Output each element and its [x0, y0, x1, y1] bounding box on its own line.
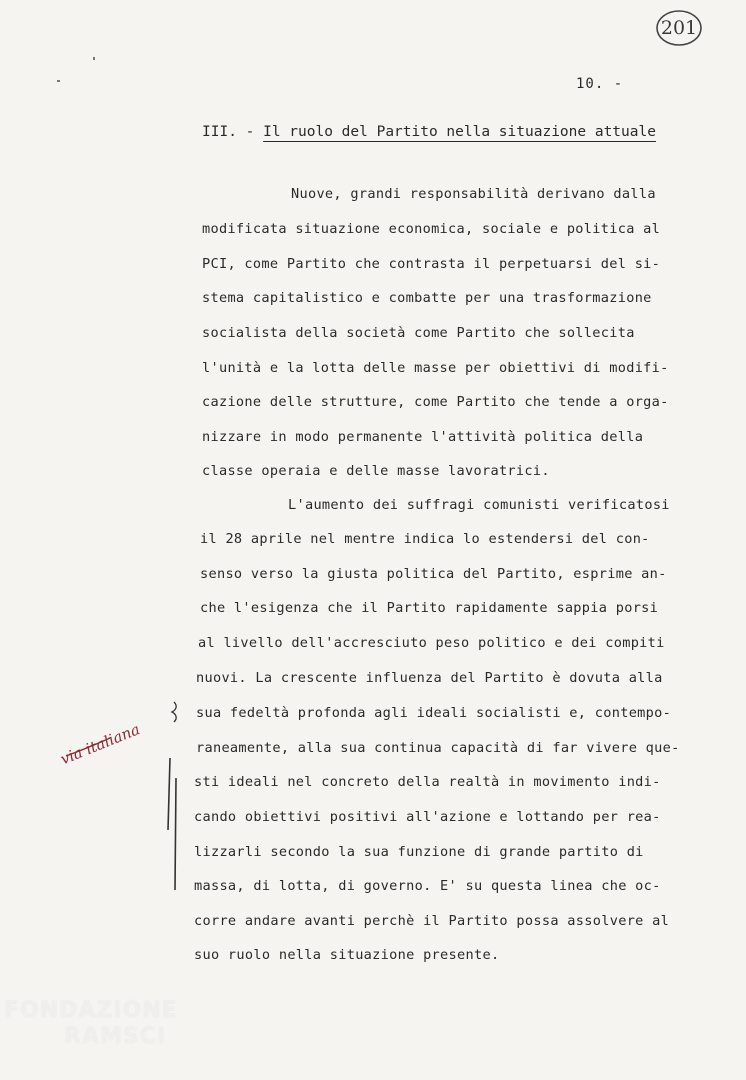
handwritten-margin-note	[52, 710, 152, 770]
body-line: lizzarli secondo la sua funzione di grande partito di	[194, 844, 644, 860]
body-line: corre andare avanti perchè il Partito possa assolvere al	[194, 913, 670, 929]
body-line: nizzare in modo permanente l'attività politica della	[202, 429, 644, 445]
body-line: raneamente, alla sua continua capacità di far vivere que-	[196, 740, 680, 756]
body-line: al livello dell'accresciuto peso politico e dei compiti	[198, 635, 665, 651]
body-line: stema capitalistico e combatte per una trasformazione	[202, 290, 652, 306]
watermark-line1: FONDAZIONE	[4, 998, 178, 1023]
watermark-line2: RAMSCI	[64, 1024, 167, 1049]
page-number: 10. -	[576, 76, 624, 92]
archive-number-text: 201	[660, 17, 698, 39]
body-line: suo ruolo nella situazione presente.	[194, 947, 500, 963]
section-heading	[202, 124, 656, 140]
body-line: modificata situazione economica, sociale e politica al	[202, 221, 661, 237]
margin-note-text: via italiana	[57, 720, 143, 769]
foundation-watermark	[4, 998, 178, 1050]
body-line: senso verso la giusta politica del Partito, esprime an-	[200, 566, 667, 582]
speck	[57, 80, 60, 82]
margin-bracket-mark	[158, 700, 182, 892]
circle-stamp-icon	[655, 8, 703, 48]
body-line: classe operaia e delle masse lavoratrici.	[202, 463, 550, 479]
handwritten-note-drawing	[52, 710, 152, 770]
body-line: il 28 aprile nel mentre indica lo estendersi del con-	[200, 531, 650, 547]
section-numeral: III. -	[202, 124, 264, 140]
archive-number-stamp	[655, 8, 703, 48]
body-line: nuovi. La crescente influenza del Partito è dovuta alla	[196, 670, 663, 686]
body-line: sti ideali nel concreto della realtà in movimento indi-	[194, 774, 661, 790]
body-line: che l'esigenza che il Partito rapidamente sappia porsi	[200, 600, 659, 616]
body-line: Nuove, grandi responsabilità derivano dalla	[291, 186, 656, 202]
body-line: L'aumento dei suffragi comunisti verificatosi	[288, 497, 670, 513]
body-line: PCI, come Partito che contrasta il perpetuarsi del si-	[202, 256, 661, 272]
body-line: massa, di lotta, di governo. E' su questa linea che oc-	[194, 878, 661, 894]
body-line: socialista della società come Partito che sollecita	[202, 325, 635, 341]
section-title: Il ruolo del Partito nella situazione attuale	[263, 124, 656, 140]
body-line: cazione delle strutture, come Partito che tende a orga-	[202, 394, 669, 410]
speck	[93, 57, 95, 60]
body-line: l'unità e la lotta delle masse per obiettivi di modifi-	[202, 360, 669, 376]
body-line: cando obiettivi positivi all'azione e lottando per rea-	[194, 809, 661, 825]
body-line: sua fedeltà profonda agli ideali socialisti e, contempo-	[196, 705, 672, 721]
